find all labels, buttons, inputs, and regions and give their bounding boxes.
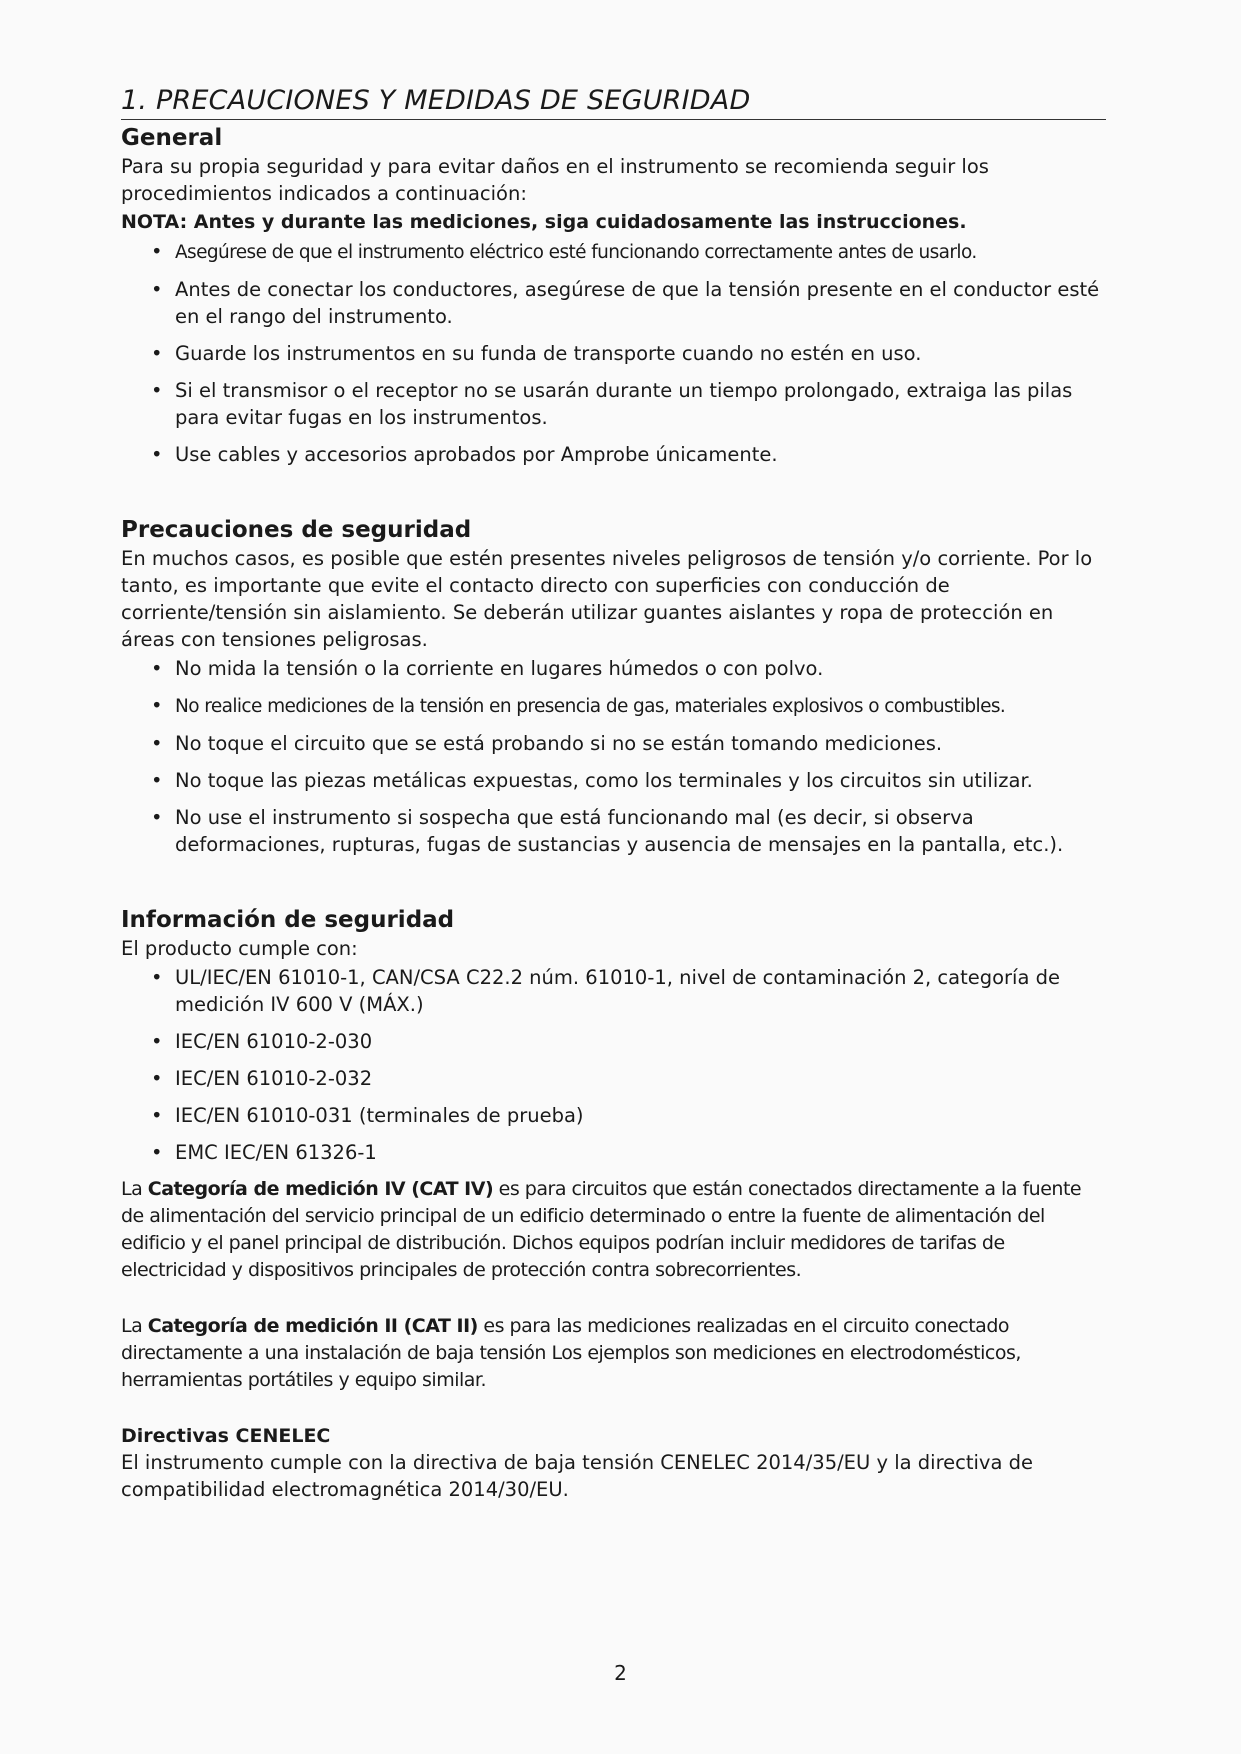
bullet-icon: • <box>151 240 163 263</box>
bullet-icon: • <box>151 966 163 989</box>
list-item: • EMC IEC/EN 61326-1 <box>151 1141 377 1164</box>
list-item: • No toque el circuito que se está probando si no se están tomando mediciones. <box>151 732 943 755</box>
bullet-icon: • <box>151 342 163 365</box>
list-item: • No use el instrumento si sospecha que está funcionando mal (es decir, si observa deformaciones, rupturas, fugas de sustancias y ausencia de mensajes en la pantalla, etc.). <box>151 806 1064 856</box>
bullet-icon: • <box>151 379 163 402</box>
bullet-icon: • <box>151 806 163 829</box>
informacion-heading: Información de seguridad <box>121 907 455 933</box>
bullet-icon: • <box>151 443 163 466</box>
cat-ii-paragraph: La Categoría de medición II (CAT II) es para las mediciones realizadas en el circuito conectado directamente a una instalación de baja tensión Los ejemplos son mediciones en electrodomésticos, herramientas portátiles y equipo similar. <box>121 1315 1021 1391</box>
section-general <box>121 123 1106 468</box>
precauciones-intro: En muchos casos, es posible que estén presentes niveles peligrosos de tensión y/o corriente. Por lo tanto, es importante que evite el contacto directo con superficies con conducción de corriente/tensión sin aislamiento. Se deberán utilizar guantes aislantes y ropa de protección en áreas con tensiones peligrosas. <box>121 547 1093 651</box>
bullet-icon: • <box>151 1141 163 1164</box>
precauciones-heading: Precauciones de seguridad <box>121 517 472 543</box>
page-title: 1. PRECAUCIONES Y MEDIDAS DE SEGURIDAD <box>121 85 1106 120</box>
cat-iv-paragraph: La Categoría de medición IV (CAT IV) es para circuitos que están conectados directamente a la fuente de alimentación del servicio principal de un edificio determinado o entre la fuente de alimentación del edificio y el panel principal de distribución. Dichos equipos podrían incluir medidores de tarifas de electricidad y dispositivos principales de protección contra sobrecorrientes. <box>121 1178 1082 1281</box>
bullet-icon: • <box>151 278 163 301</box>
list-item: • No mida la tensión o la corriente en lugares húmedos o con polvo. <box>151 657 824 680</box>
bullet-icon: • <box>151 1104 163 1127</box>
bullet-icon: • <box>151 769 163 792</box>
bullet-icon: • <box>151 657 163 680</box>
list-item: • Si el transmisor o el receptor no se usarán durante un tiempo prolongado, extraiga las pilas para evitar fugas en los instrumentos. <box>151 379 1073 429</box>
bullet-icon: • <box>151 732 163 755</box>
list-item: • UL/IEC/EN 61010-1, CAN/CSA C22.2 núm. 61010-1, nivel de contaminación 2, categoría de medición IV 600 V (MÁX.) <box>151 966 1061 1016</box>
section-informacion <box>121 905 1106 1394</box>
list-item: • Antes de conectar los conductores, asegúrese de que la tensión presente en el conductor esté en el rango del instrumento. <box>151 278 1100 328</box>
list-item: • IEC/EN 61010-2-030 <box>151 1030 373 1053</box>
cenelec-heading: Directivas CENELEC <box>121 1425 331 1447</box>
list-item: • IEC/EN 61010-2-032 <box>151 1067 373 1090</box>
bullet-icon: • <box>151 1067 163 1090</box>
cenelec-text: El instrumento cumple con la directiva de baja tensión CENELEC 2014/35/EU y la directiva de compatibilidad electromagnética 2014/30/EU. <box>121 1451 1033 1501</box>
list-item: • Guarde los instrumentos en su funda de transporte cuando no estén en uso. <box>151 342 922 365</box>
page-number: 2 <box>614 1661 627 1685</box>
bullet-icon: • <box>151 1030 163 1053</box>
cat-iv-term: Categoría de medición IV (CAT IV) <box>147 1178 494 1200</box>
precauciones-list <box>121 655 1106 858</box>
general-note: NOTA: Antes y durante las mediciones, siga cuidadosamente las instrucciones. <box>121 211 967 233</box>
general-list <box>121 238 1106 468</box>
section-precauciones <box>121 515 1106 858</box>
general-intro: Para su propia seguridad y para evitar daños en el instrumento se recomienda seguir los procedimientos indicados a continuación: <box>121 155 989 205</box>
list-item: • Asegúrese de que el instrumento eléctrico esté funcionando correctamente antes de usarlo. <box>151 240 977 263</box>
bullet-icon: • <box>151 694 163 717</box>
informacion-intro: El producto cumple con: <box>121 937 358 960</box>
section-cenelec <box>121 1423 1106 1503</box>
informacion-list <box>121 964 1106 1166</box>
page-content <box>121 85 1106 1503</box>
general-heading: General <box>121 125 223 151</box>
cat-ii-term: Categoría de medición II (CAT II) <box>147 1315 478 1337</box>
list-item: • Use cables y accesorios aprobados por Amprobe únicamente. <box>151 443 778 466</box>
list-item: • IEC/EN 61010-031 (terminales de prueba) <box>151 1104 584 1127</box>
list-item: • No realice mediciones de la tensión en presencia de gas, materiales explosivos o combustibles. <box>151 694 1006 717</box>
list-item: • No toque las piezas metálicas expuestas, como los terminales y los circuitos sin utilizar. <box>151 769 1033 792</box>
